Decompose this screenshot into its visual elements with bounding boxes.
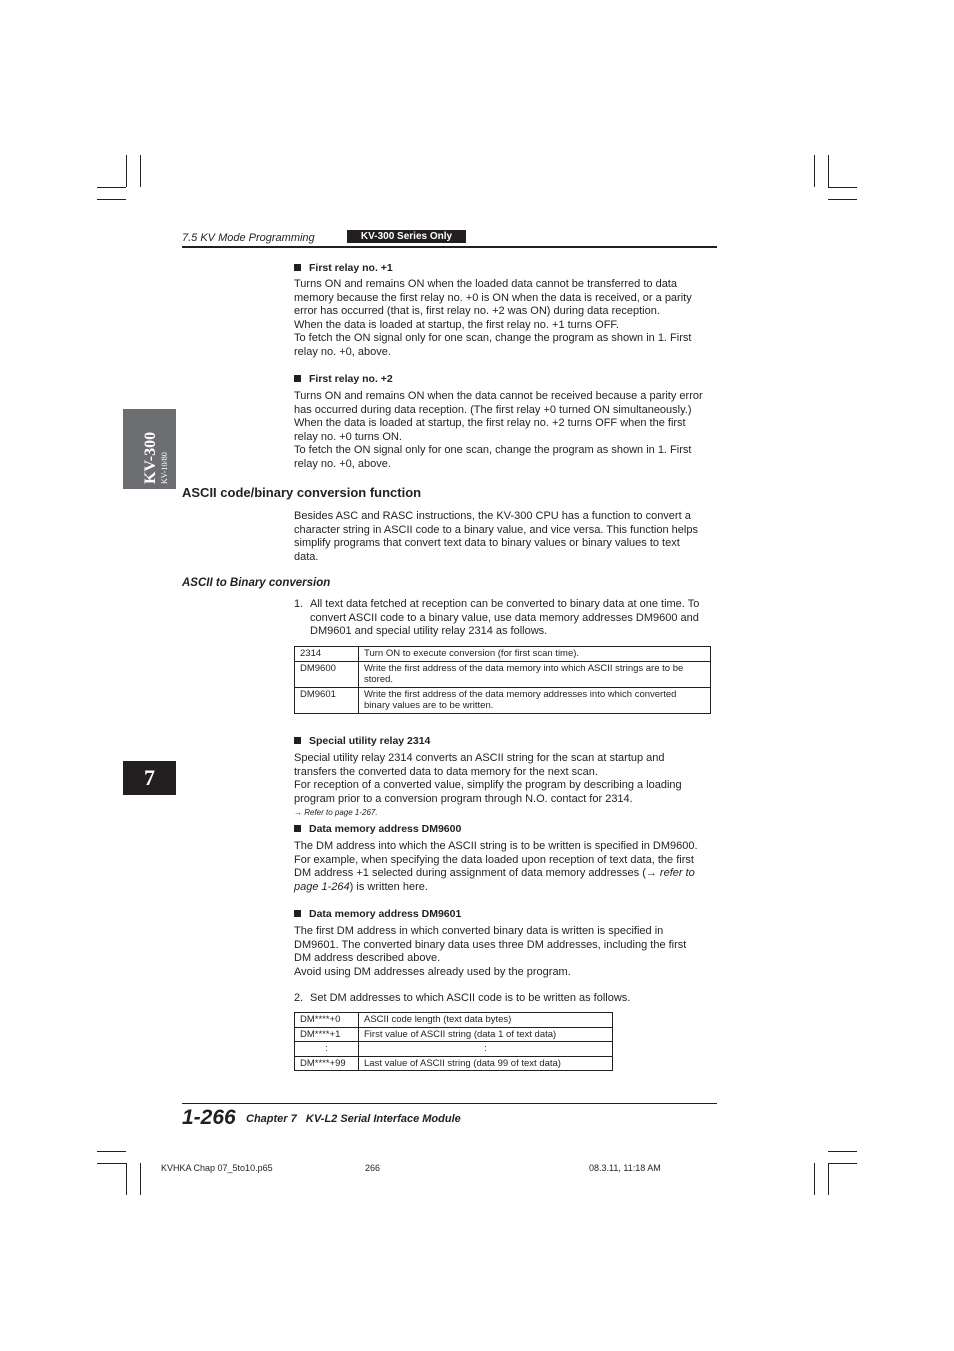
- relay1-heading: First relay no. +1: [294, 262, 393, 274]
- side-tab-label: KV-300: [142, 431, 159, 484]
- crop-mark: [140, 155, 141, 187]
- chapter-tab: 7: [123, 761, 176, 795]
- dm9600-body: The DM address into which the ASCII string is to be written is specified in DM9600. For example, when specifying the data loaded upon reception of text data, the first DM address +1 selected during assignment of data memory addresses (→ refer to page 1-264) is written here.: [294, 840, 698, 893]
- crop-mark: [814, 155, 815, 187]
- relay2314-body: Special utility relay 2314 converts an ASCII string for the scan at startup and transfers the converted data to data memory for the next scan. For reception of a converted value, simplify the program by describing a loading program prior to a conversion program through N.O. contact for 2314.: [294, 752, 682, 805]
- footer-rule: [182, 1103, 717, 1104]
- dm9600-heading: Data memory address DM9600: [294, 823, 461, 835]
- crop-mark: [828, 1151, 857, 1152]
- intro-paragraph: Besides ASC and RASC instructions, the KV-300 CPU has a function to convert a character string in ASCII code to a binary value, and vice versa. This function helps simplify programs that convert text data to binary values or binary values to text data.: [294, 510, 698, 563]
- running-header: 7.5 KV Mode Programming: [182, 232, 315, 244]
- crop-mark: [97, 1151, 126, 1152]
- crop-mark: [126, 155, 127, 187]
- crop-mark: [97, 187, 126, 188]
- dm9601-heading: Data memory address DM9601: [294, 908, 461, 920]
- step2-number: 2.: [294, 992, 304, 1004]
- relay2-heading: First relay no. +2: [294, 373, 393, 385]
- step1-number: 1.: [294, 598, 304, 610]
- slug-file: KVHKA Chap 07_5to10.p65: [161, 1163, 273, 1173]
- page-reference: → Refer to page 1-267.: [294, 808, 378, 817]
- refer-link: → refer to: [645, 867, 695, 880]
- crop-mark: [97, 1163, 126, 1164]
- table-row: DM****+0 ASCII code length (text data bytes): [295, 1013, 613, 1028]
- dm-address-table: [294, 1012, 613, 1071]
- subsection-title: ASCII to Binary conversion: [182, 577, 331, 589]
- slug-date: 08.3.11, 11:18 AM: [589, 1163, 661, 1173]
- table-row: DM9601 Write the first address of the data memory addresses into which converted binary values are to be written.: [295, 687, 711, 713]
- crop-mark: [97, 199, 126, 200]
- step2-text: Set DM addresses to which ASCII code is to be written as follows.: [310, 992, 631, 1004]
- crop-mark: [140, 1163, 141, 1195]
- conversion-settings-table: [294, 646, 711, 714]
- crop-mark: [126, 1163, 127, 1195]
- table-row: DM****+99 Last value of ASCII string (data 99 of text data): [295, 1056, 613, 1071]
- relay1-body: Turns ON and remains ON when the loaded data cannot be transferred to data memory because the first relay no. +0 is ON when the data is received, or a parity error has occurred (that is, first relay no. +2 was ON) during data reception. When the data is loaded at startup, the first relay no. +1 turns OFF. To fetch the ON signal only for one scan, change the program as shown in 1. First relay no. +0, above.: [294, 278, 692, 358]
- relay2-body: Turns ON and remains ON when the data cannot be received because a parity error has occurred during data reception. (The first relay +0 turned ON simultaneously.) When the data is loaded at startup, the first relay no. +2 turns OFF when the first relay no. +0 turns ON. To fetch the ON signal only for one scan, change the program as shown in 1. First relay no. +0, above.: [294, 390, 703, 470]
- header-rule: [182, 246, 717, 248]
- crop-mark: [828, 187, 857, 188]
- dm9601-body: The first DM address in which converted binary data is written is specified in DM9601. The converted binary data uses three DM addresses, including the first DM address described above. Avoid using DM addresses already used by the program.: [294, 925, 687, 978]
- crop-mark: [828, 199, 857, 200]
- side-tab-sublabel: KV-10/80: [160, 452, 169, 484]
- relay2314-heading: Special utility relay 2314: [294, 735, 430, 747]
- side-tab-kv300: [123, 409, 176, 489]
- table-row: : :: [295, 1042, 613, 1057]
- page-link: page 1-264: [294, 880, 350, 893]
- table-row: 2314 Turn ON to execute conversion (for first scan time).: [295, 647, 711, 662]
- page-number: 1-266: [182, 1106, 236, 1129]
- crop-mark: [828, 1163, 857, 1164]
- step1-text: All text data fetched at reception can be converted to binary data at one time. To convert ASCII code to a binary value, use data memory addresses DM9600 and DM9601 and special utility relay 2314 as follows.: [310, 598, 700, 638]
- section-title: ASCII code/binary conversion function: [182, 485, 422, 500]
- slug-page: 266: [365, 1163, 381, 1173]
- crop-mark: [814, 1163, 815, 1195]
- series-badge: KV-300 Series Only: [347, 230, 466, 243]
- table-row: DM9600 Write the first address of the data memory into which ASCII strings are to be stored.: [295, 661, 711, 687]
- crop-mark: [828, 155, 829, 187]
- crop-mark: [828, 1163, 829, 1195]
- table-row: DM****+1 First value of ASCII string (data 1 of text data): [295, 1027, 613, 1042]
- footer-chapter: Chapter 7 KV-L2 Serial Interface Module: [246, 1113, 461, 1125]
